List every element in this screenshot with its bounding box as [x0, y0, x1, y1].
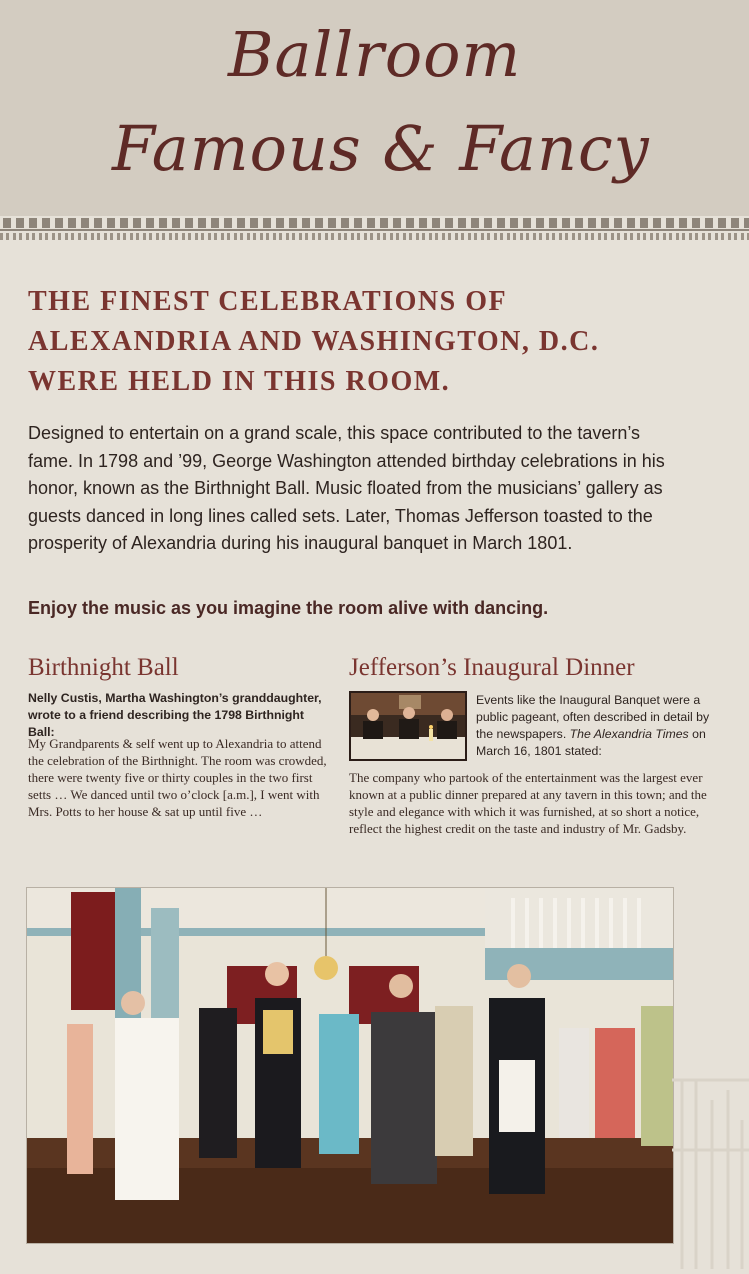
inaugural-dinner-thumbnail — [349, 691, 467, 761]
birthnight-quote: My Grandparents & self went up to Alexandria to attend the celebration of the Birthnight. The room was crowded, there were twenty five or thirty couples in the two first setts … We danced until two o’clock [a.m.], I went with Mrs. Potts to her house & sat up until five … — [28, 736, 327, 819]
header-banner — [0, 0, 749, 216]
birthnight-ball-heading: Birthnight Ball — [28, 654, 179, 681]
inaugural-dinner-heading: Jefferson’s Inaugural Dinner — [349, 654, 635, 681]
ballroom-dancers-photo — [26, 887, 674, 1244]
intro-paragraph: Designed to entertain on a grand scale, this space contributed to the tavern’s fame. In 1798 and ’99, George Washington attended birthday celebrations in his honor, known as the Birthnight Ball. Music floated from the musicians’ gallery as guests danced in long lines called sets. Later, Thomas Jefferson toasted to the prosperity of Alexandria during his inaugural banquet in March 1801. — [28, 423, 665, 553]
faded-architectural-drawing — [672, 1060, 749, 1269]
inaugural-dinner-intro: Events like the Inaugural Banquet were a public pageant, often described in detail by the newspapers. The Alexandria Times on March 16, 1801 stated: — [476, 693, 710, 758]
headline: THE FINEST CELEBRATIONS OF ALEXANDRIA AND WASHINGTON, D.C. WERE HELD IN THIS ROOM. — [28, 286, 600, 397]
decorative-frieze — [0, 216, 749, 242]
title-line-1: Ballroom — [228, 18, 522, 91]
tagline: Enjoy the music as you imagine the room alive with dancing. — [28, 598, 549, 618]
birthnight-intro: Nelly Custis, Martha Washington’s granddaughter, wrote to a friend describing the 1798 Birthnight Ball: — [28, 691, 322, 739]
newspaper-title: The Alexandria Times — [569, 727, 689, 741]
inaugural-dinner-quote: The company who partook of the entertainment was the largest ever known at a public dinner prepared at any tavern in this town; and the style and elegance with which it was furnished, at so short a notice, reflect the highest credit on the taste and industry of Mr. Gadsby. — [349, 770, 707, 836]
title-line-2: Famous & Fancy — [112, 112, 650, 185]
